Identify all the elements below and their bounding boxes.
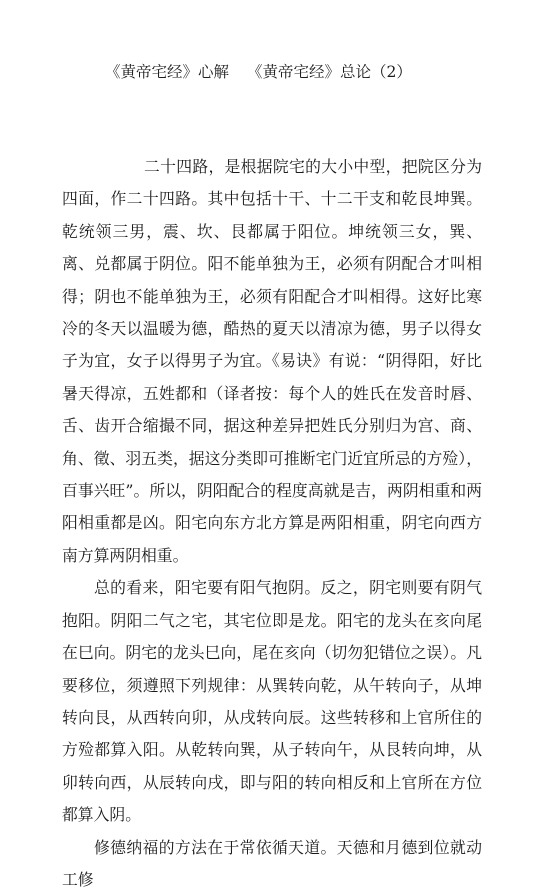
page-title	[105, 62, 412, 82]
body-text	[62, 151, 482, 896]
paragraph-2: 总的看来，阳宅要有阳气抱阴。反之，阴宅则要有阴气抱阳。阴阳二气之宅，其宅位即是龙。阳宅的龙头在亥向尾在巳向。阴宅的龙头巳向，尾在亥向（切勿犯错位之误）。凡要移位，须遵照下列规律：从巽转向乾，从午转向子，从坤转向艮，从西转向卯，从戌转向辰。这些转移和上官所住的方殓都算入阳。从乾转向巽，从子转向午，从艮转向坤，从卯转向西，从辰转向戌，即与阳的转向相反和上官所在方位都算入阴。	[62, 578, 482, 825]
paragraph-1: 二十四路，是根据院宅的大小中型，把院区分为四面，作二十四路。其中包括十干、十二干支和乾艮坤巽。乾统领三男，震、坎、艮都属于阳位。坤统领三女，巽、离、兑都属于阴位。阳不能单独为王，必须有阴配合才叫相得；阴也不能单独为王，必须有阳配合才叫相得。这好比寒冷的冬天以温暖为德，酷热的夏天以清凉为德，男子以得女子为宜，女子以得男子为宜。《易诀》有说：“阴得阳，好比暑天得凉，五姓都和（译者按：每个人的姓氏在发音时唇、舌、齿开合缩撮不同，据这种差异把姓氏分别归为宫、商、角、徵、羽五类，据这分类即可推断宅门近宜所忌的方殓），百事兴旺”。所以，阴阳配合的程度高就是吉，两阴相重和两阳相重都是凶。阳宅向东方北方算是两阳相重，阴宅向西方南方算两阴相重。	[62, 157, 482, 565]
title-book: 《黄帝宅经》心解	[105, 63, 230, 81]
title-chapter: 《黄帝宅经》总论（2）	[247, 63, 412, 81]
paragraph-3: 修德纳福的方法在于常依循天道。天德和月德到位就动工修	[62, 837, 482, 889]
